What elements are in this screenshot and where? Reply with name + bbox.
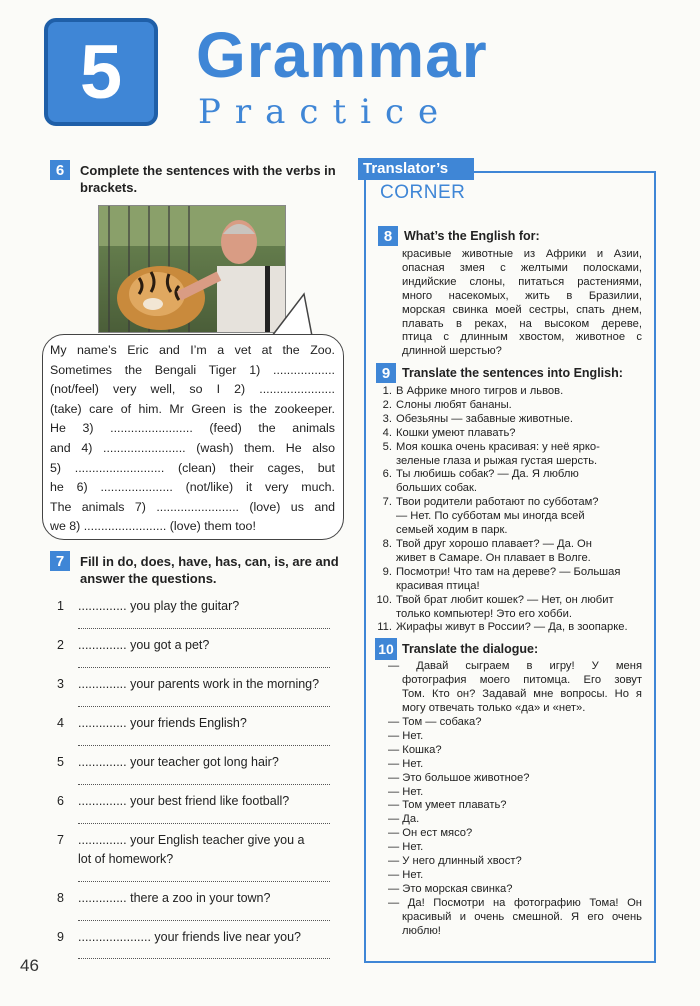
question-number: 3 [57,677,64,691]
list-item: 6. Ты любишь собак? — Да. Я люблю больших собак. [382,468,579,495]
exercise-9-heading: Translate the sentences into English: [402,366,623,380]
answer-line[interactable] [78,706,330,707]
question-number: 2 [57,638,64,652]
question-number: 6 [57,794,64,808]
exercise-6-text: My name’s Eric and I’m a vet at the Zoo. Sometimes the Bengali Tiger 1) .................. (not/feel) very well, so I 2) ...................... (take) care of him. Mr Green is the zookeeper. He 3) ........................ (feed) the animals and 4) ........................ (wash) them. He also 5) .......................... (clean) their cages, but he 6) ..................... (not/like) it very much. The animals 7) ........................ (love) us and we 8) ........................ (love) them too! [50,343,335,534]
exercise-8-heading: What’s the English for: [404,229,540,243]
question-text: .............. your friends English? [78,716,247,730]
page-subtitle: Practice [198,92,453,132]
exercise-7-badge: 7 [50,551,70,571]
list-item: 11. Жирафы живут в России? — Да, в зоопарке. [377,621,628,634]
answer-line[interactable] [78,745,330,746]
question-number: 4 [57,716,64,730]
question-number: 5 [57,755,64,769]
exercise-6-badge: 6 [50,160,70,180]
list-item: 3. Обезьяны — забавные животные. [382,412,574,425]
question-text-continued: lot of homework? [78,852,174,866]
question-number: 7 [57,833,64,847]
exercise-10-outro: — Да! Посмотри на фотографию Тома! Он красивый и очень смешной. Я его очень люблю! [388,897,642,937]
question-text: .............. your best friend like football? [78,794,290,808]
answer-line[interactable] [78,667,330,668]
list-item: 7. Твои родители работают по субботам? — Нет. По субботам мы иногда всей семьей ходим в парк. [382,496,599,537]
question-text: .............. your parents work in the morning? [78,677,320,691]
exercise-8-text: красивые животные из Африки и Азии, опасная змея с желтыми полосками, индийские слоны, питаться растениями, много насекомых, жить в Бразилии, морская свинка моей сестры, спать днем, плавать в реках, на высоком дереве, птица с длинным хвостом, животное с длинной шерстью? [402,248,642,358]
vet-tiger-photo [98,205,286,333]
exercise-9-list [376,385,642,635]
exercise-7-instruction: Fill in do, does, have, has, can, is, are and answer the questions. [80,554,339,586]
answer-line[interactable] [78,920,330,921]
question-text: .............. you play the guitar? [78,599,240,613]
answer-line[interactable] [78,823,330,824]
exercise-6-instruction: Complete the sentences with the verbs in brackets. [80,163,336,195]
question-text: ..................... your friends live near you? [78,930,302,944]
question-text: .............. you got a pet? [78,638,210,652]
answer-line[interactable] [78,628,330,629]
exercise-10-dialogue: — Том — собака? — Нет. — Кошка? — Нет. — Это большое животное? — Нет. — Том умеет плавать? — Да. — Он ест мясо? — Нет. — У него длинный хвост? — Нет. — Это морская свинка? [388,716,530,895]
question-number: 1 [57,599,64,613]
page-title: Grammar [196,19,488,91]
question-text: .............. your English teacher give you a [78,833,305,847]
list-item: 4. Кошки умеют плавать? [382,426,516,439]
list-item: 8. Твой друг хорошо плавает? — Да. Он живет в Самаре. Он плавает в Волге. [382,537,592,564]
translators-corner-heading: CORNER [380,182,466,203]
exercise-10-intro: — Давай сыграем в игру! У меня фотография моего питомца. Его зовут Том. Кто он? Задавай мне вопросы. Но я могу отвечать только «да» и «нет». [388,660,642,714]
list-item: 5. Моя кошка очень красивая: у неё ярко- зеленые глаза и рыжая густая шерсть. [382,440,600,467]
answer-line[interactable] [78,881,330,882]
exercise-10-heading: Translate the dialogue: [402,642,539,656]
speech-bubble-tail [268,290,328,340]
list-item: 9. Посмотри! Что там на дереве? — Большая красивая птица! [382,565,621,592]
list-item: 2. Слоны любят бананы. [382,398,512,411]
answer-line[interactable] [78,784,330,785]
question-number: 8 [57,891,64,905]
list-item: 1. В Африке много тигров и львов. [382,385,564,397]
question-text: .............. your teacher got long hair? [78,755,279,769]
unit-number: 5 [79,29,123,115]
translators-corner-tag: Translator’s [358,158,474,180]
page-number: 46 [20,956,39,975]
list-item: 10. Твой брат любит кошек? — Нет, он любит только компьютер! Это его хобби. [376,593,614,620]
exercise-9-badge: 9 [376,363,396,383]
exercise-8-badge: 8 [378,226,398,246]
exercise-10-badge: 10 [375,638,397,660]
answer-line[interactable] [78,958,330,959]
question-number: 9 [57,930,64,944]
question-text: .............. there a zoo in your town? [78,891,271,905]
